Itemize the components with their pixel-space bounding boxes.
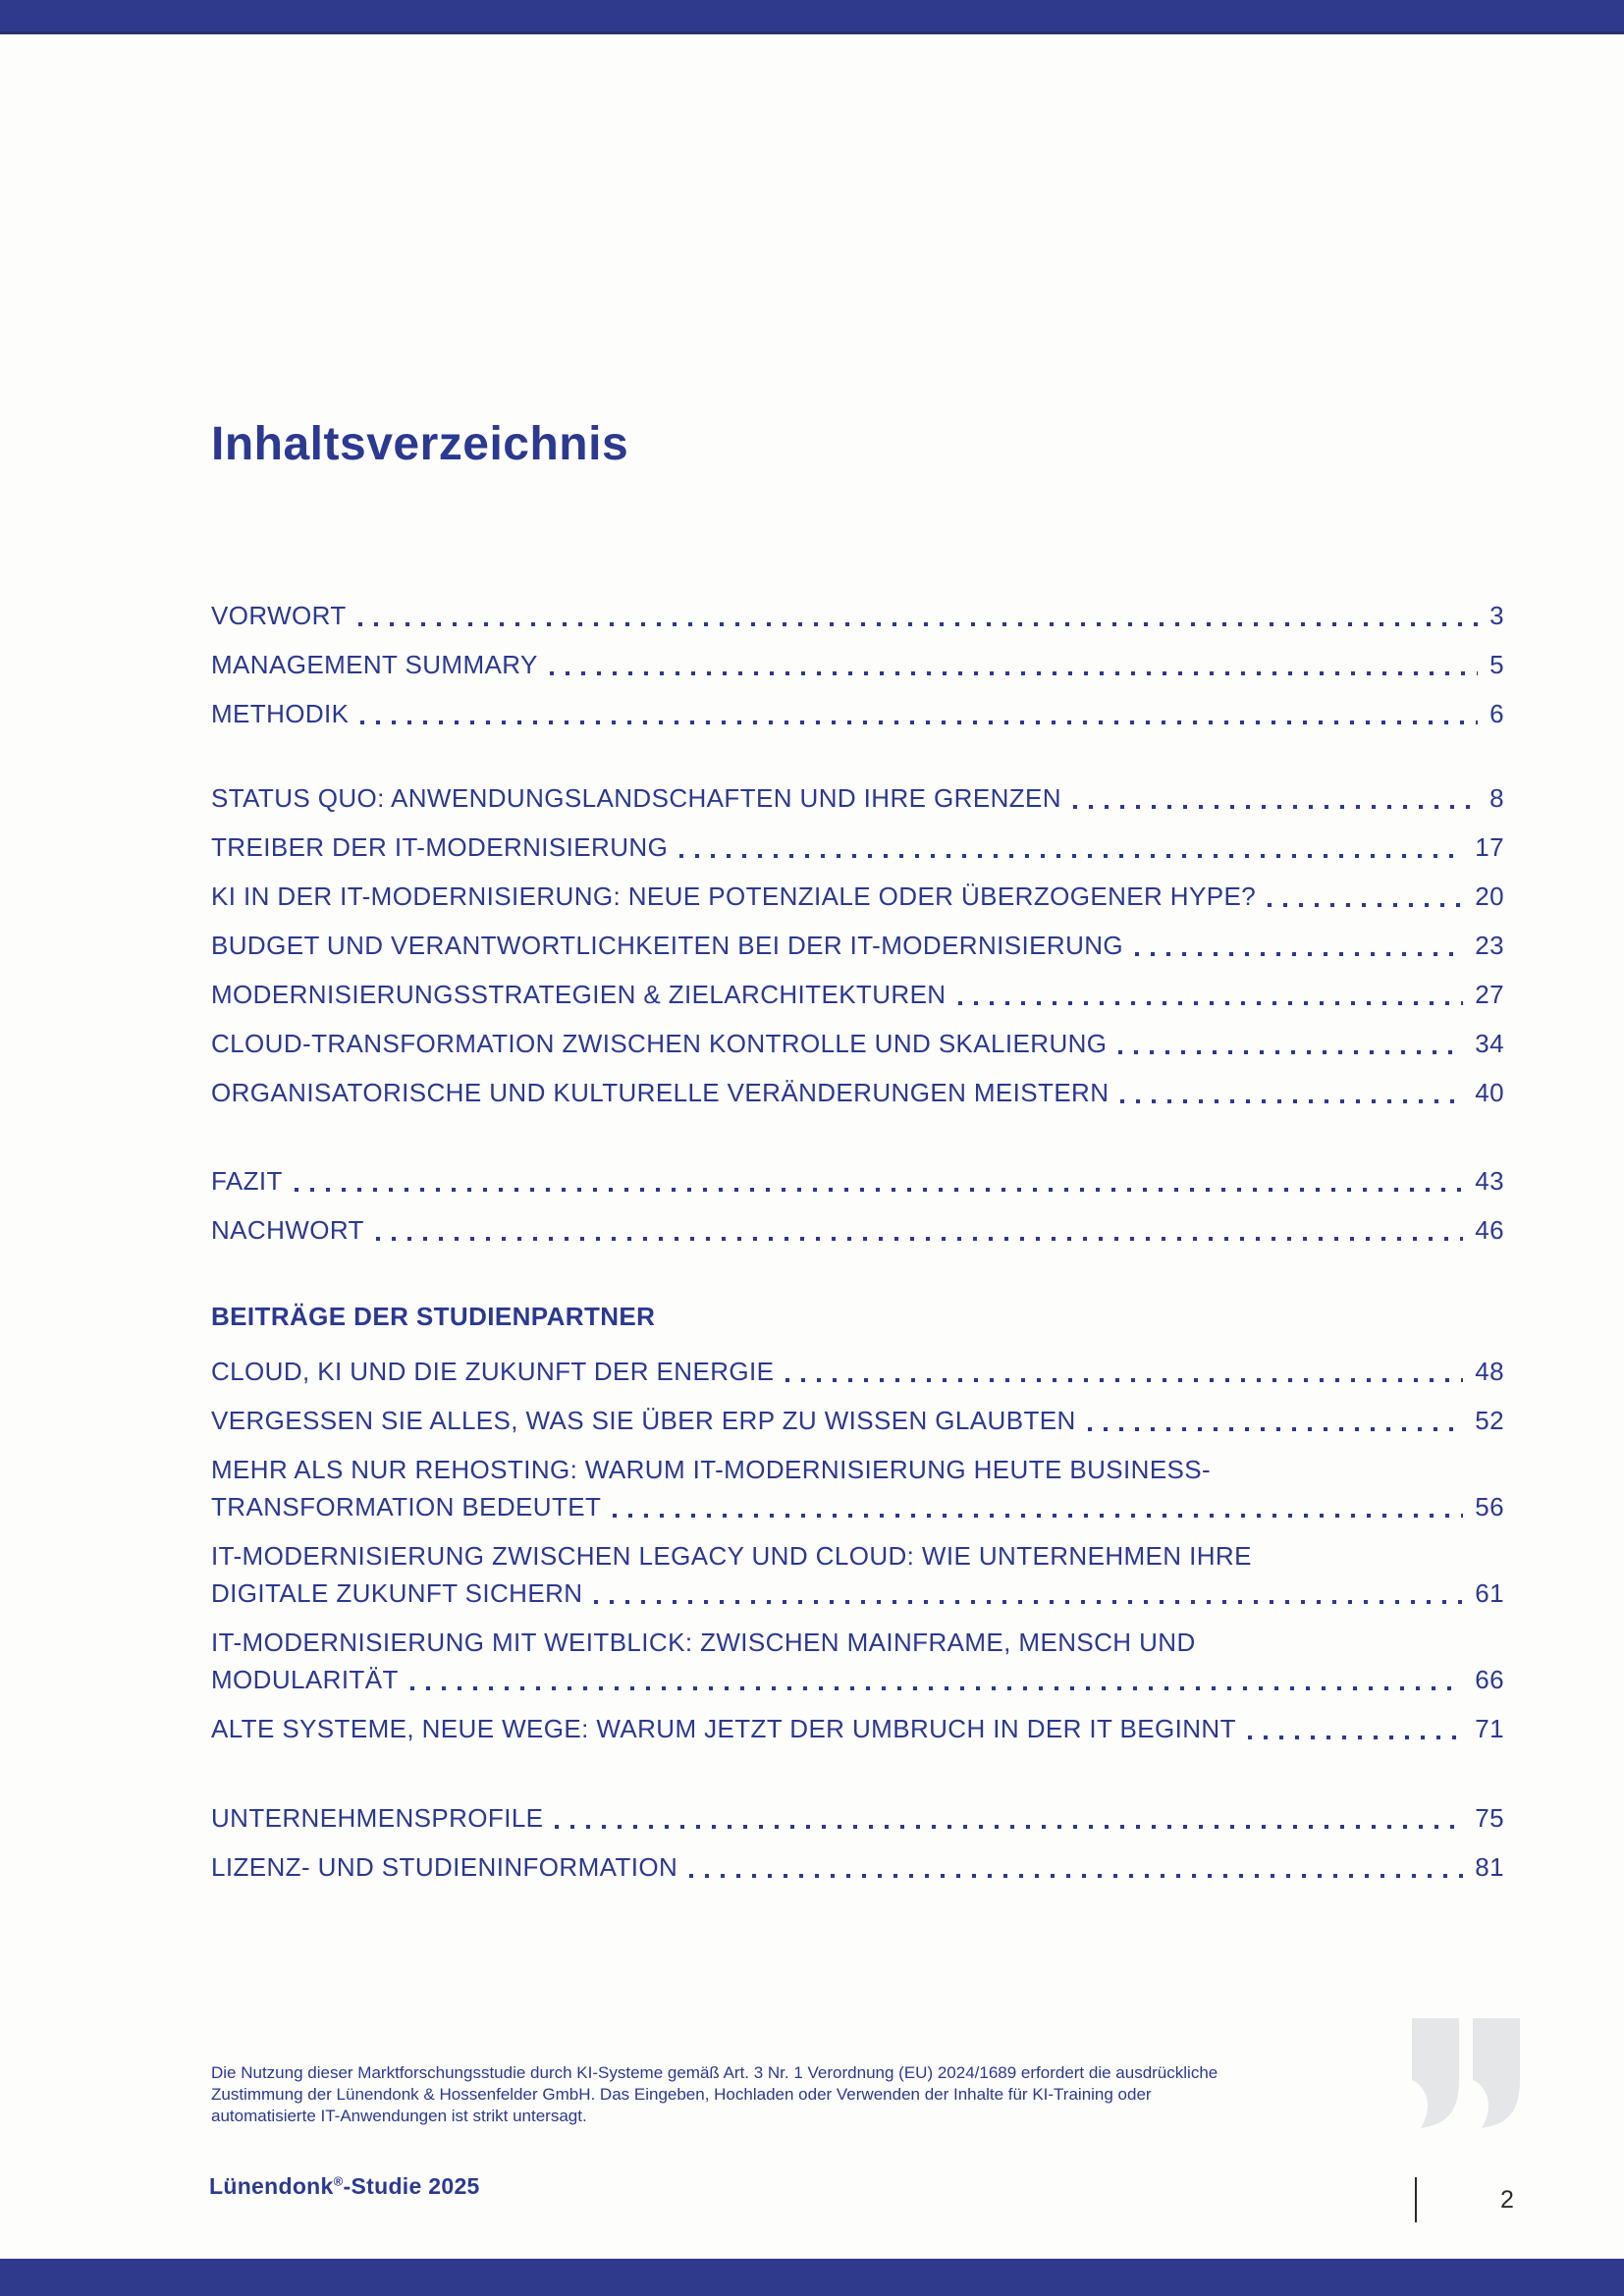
toc-section	[211, 1298, 1504, 1747]
toc-entry-label: BUDGET UND VERANTWORTLICHKEITEN BEI DER IT-MODERNISIERUNG	[211, 931, 1124, 960]
toc-page-number: 81	[1475, 1852, 1504, 1882]
toc-page-number: 56	[1475, 1492, 1504, 1522]
toc-entry-line: IT-MODERNISIERUNG MIT WEITBLICK: ZWISCHEN MAINFRAME, MENSCH UND	[211, 1628, 1196, 1657]
toc-entry[interactable]	[211, 1848, 1504, 1886]
dot-leader	[1118, 1074, 1471, 1111]
toc-page-number: 20	[1475, 881, 1504, 911]
toc-entry[interactable]	[211, 1025, 1504, 1062]
toc-entry-lastline	[211, 1211, 1504, 1249]
toc-entry-label: TRANSFORMATION BEDEUTET	[211, 1492, 602, 1522]
toc-entry-label: MODULARITÄT	[211, 1665, 399, 1694]
toc-page-number: 8	[1489, 783, 1504, 813]
toc-page-number: 61	[1475, 1578, 1504, 1608]
toc-entry[interactable]	[211, 1353, 1504, 1390]
page-title: Inhaltsverzeichnis	[211, 418, 629, 470]
toc-entry-label: MODERNISIERUNGSSTRATEGIEN & ZIELARCHITEKTUREN	[211, 980, 947, 1009]
toc-entry-label: VORWORT	[211, 601, 347, 630]
ai-usage-disclaimer	[211, 2062, 1370, 2127]
toc-entry-lastline	[211, 1025, 1504, 1062]
toc-page-number: 71	[1475, 1714, 1504, 1743]
toc-entry-lastline	[211, 1074, 1504, 1111]
toc-entry-lastline	[211, 1162, 1504, 1200]
table-of-contents	[211, 597, 1504, 1886]
toc-entry-label: DIGITALE ZUKUNFT SICHERN	[211, 1578, 583, 1608]
toc-section	[211, 1799, 1504, 1886]
toc-page-number: 40	[1475, 1078, 1504, 1107]
toc-content	[211, 0, 1504, 1897]
bottom-accent-bar	[0, 2259, 1624, 2296]
toc-entry-label: MANAGEMENT SUMMARY	[211, 650, 538, 679]
closing-quotes-icon	[1412, 2018, 1522, 2128]
toc-page-number: 75	[1475, 1803, 1504, 1833]
dot-leader	[358, 695, 1486, 732]
toc-entry-lastline	[211, 828, 1504, 866]
toc-entry[interactable]	[211, 1799, 1504, 1837]
toc-section-heading: BEITRÄGE DER STUDIENPARTNER	[211, 1302, 656, 1331]
toc-entry-label: METHODIK	[211, 699, 350, 728]
toc-entry[interactable]	[211, 1402, 1504, 1439]
toc-entry[interactable]	[211, 695, 1504, 732]
toc-entry-line: IT-MODERNISIERUNG ZWISCHEN LEGACY UND CLOUD: WIE UNTERNEHMEN IHRE	[211, 1541, 1252, 1571]
toc-section	[211, 1162, 1504, 1249]
toc-entry-lastline	[211, 1848, 1504, 1886]
toc-entry-lastline	[211, 1353, 1504, 1390]
page-number: 2	[1500, 2186, 1514, 2214]
toc-page-number: 5	[1489, 650, 1504, 679]
dot-leader	[553, 1799, 1471, 1837]
registered-trademark-icon: ®	[333, 2173, 344, 2189]
brand-suffix: -Studie 2025	[343, 2173, 480, 2199]
brand-name: Lünendonk	[209, 2173, 334, 2199]
toc-entry-line: MEHR ALS NUR REHOSTING: WARUM IT-MODERNISIERUNG HEUTE BUSINESS-	[211, 1455, 1212, 1484]
toc-page-number: 23	[1475, 931, 1504, 960]
toc-entry-lastline	[211, 1661, 1504, 1698]
dot-leader	[374, 1211, 1471, 1249]
toc-entry[interactable]	[211, 597, 1504, 634]
toc-entry-lastline	[211, 1575, 1504, 1612]
dot-leader	[687, 1848, 1471, 1886]
toc-entry-label: NACHWORT	[211, 1215, 364, 1245]
toc-page-number: 66	[1475, 1665, 1504, 1694]
dot-leader	[356, 597, 1487, 634]
dot-leader	[1133, 927, 1471, 964]
toc-page-number: 48	[1475, 1357, 1504, 1386]
toc-entry[interactable]	[211, 878, 1504, 915]
toc-entry[interactable]	[211, 1537, 1504, 1612]
toc-entry-label: LIZENZ- UND STUDIENINFORMATION	[211, 1852, 678, 1882]
toc-entry[interactable]	[211, 1624, 1504, 1698]
toc-entry-lastline	[211, 927, 1504, 964]
toc-entry-label: STATUS QUO: ANWENDUNGSLANDSCHAFTEN UND IHRE GRENZEN	[211, 783, 1061, 813]
dot-leader	[784, 1353, 1471, 1390]
toc-entry-label: CLOUD, KI UND DIE ZUKUNFT DER ENERGIE	[211, 1357, 775, 1386]
toc-page-number: 46	[1475, 1215, 1504, 1245]
toc-section	[211, 779, 1504, 1111]
toc-entry-lastline	[211, 1799, 1504, 1837]
toc-entry-label: VERGESSEN SIE ALLES, WAS SIE ÜBER ERP ZU WISSEN GLAUBTEN	[211, 1406, 1076, 1435]
toc-entry[interactable]	[211, 976, 1504, 1013]
disclaimer-line: automatisierte IT-Anwendungen ist strikt untersagt.	[211, 2107, 587, 2125]
toc-entry[interactable]	[211, 1162, 1504, 1200]
dot-leader	[611, 1488, 1471, 1525]
dot-leader	[1246, 1710, 1471, 1747]
toc-page-number: 17	[1475, 832, 1504, 862]
dot-leader	[408, 1661, 1472, 1698]
toc-entry-lastline	[211, 646, 1504, 683]
disclaimer-line: Die Nutzung dieser Marktforschungsstudie durch KI-Systeme gemäß Art. 3 Nr. 1 Verordnung (EU) 2024/1689 erfordert die ausdrückliche	[211, 2063, 1218, 2082]
disclaimer-line: Zustimmung der Lünendonk & Hossenfelder GmbH. Das Eingeben, Hochladen oder Verwenden der Inhalte für KI-Training oder	[211, 2085, 1152, 2104]
toc-entry-lastline	[211, 597, 1504, 634]
toc-entry-lastline	[211, 976, 1504, 1013]
toc-entry[interactable]	[211, 1211, 1504, 1249]
toc-page-number: 43	[1475, 1166, 1504, 1196]
toc-entry-label: ORGANISATORISCHE UND KULTURELLE VERÄNDERUNGEN MEISTERN	[211, 1078, 1110, 1107]
dot-leader	[1266, 878, 1471, 915]
dot-leader	[1116, 1025, 1471, 1062]
dot-leader	[1086, 1402, 1472, 1439]
dot-leader	[1071, 779, 1486, 817]
dot-leader	[293, 1162, 1471, 1200]
toc-page-number: 3	[1489, 601, 1504, 630]
dot-leader	[956, 976, 1472, 1013]
toc-entry-lastline	[211, 878, 1504, 915]
toc-entry-label: TREIBER DER IT-MODERNISIERUNG	[211, 832, 669, 862]
toc-page-number: 34	[1475, 1029, 1504, 1058]
dot-leader	[548, 646, 1486, 683]
toc-section	[211, 597, 1504, 732]
toc-page-number: 27	[1475, 980, 1504, 1009]
toc-entry[interactable]	[211, 828, 1504, 866]
toc-entry[interactable]	[211, 1074, 1504, 1111]
toc-entry-label: KI IN DER IT-MODERNISIERUNG: NEUE POTENZIALE ODER ÜBERZOGENER HYPE?	[211, 881, 1257, 911]
toc-entry-lastline	[211, 1488, 1504, 1525]
toc-entry-lastline	[211, 779, 1504, 817]
toc-entry[interactable]	[211, 646, 1504, 683]
toc-page-number: 52	[1475, 1406, 1504, 1435]
toc-entry-lastline	[211, 695, 1504, 732]
toc-entry-lastline	[211, 1402, 1504, 1439]
toc-entry-label: ALTE SYSTEME, NEUE WEGE: WARUM JETZT DER UMBRUCH IN DER IT BEGINNT	[211, 1714, 1236, 1743]
toc-entry[interactable]	[211, 1710, 1504, 1747]
toc-entry[interactable]	[211, 779, 1504, 817]
toc-entry[interactable]	[211, 1451, 1504, 1525]
toc-page-number: 6	[1489, 699, 1504, 728]
toc-entry-lastline	[211, 1710, 1504, 1747]
toc-entry-label: UNTERNEHMENSPROFILE	[211, 1803, 544, 1833]
page-number-divider	[1415, 2177, 1417, 2222]
toc-entry-label: FAZIT	[211, 1166, 283, 1196]
toc-entry[interactable]	[211, 927, 1504, 964]
footer-study-label	[209, 2172, 480, 2200]
dot-leader	[677, 828, 1471, 866]
dot-leader	[592, 1575, 1471, 1612]
toc-entry-label: CLOUD-TRANSFORMATION ZWISCHEN KONTROLLE UND SKALIERUNG	[211, 1029, 1108, 1058]
